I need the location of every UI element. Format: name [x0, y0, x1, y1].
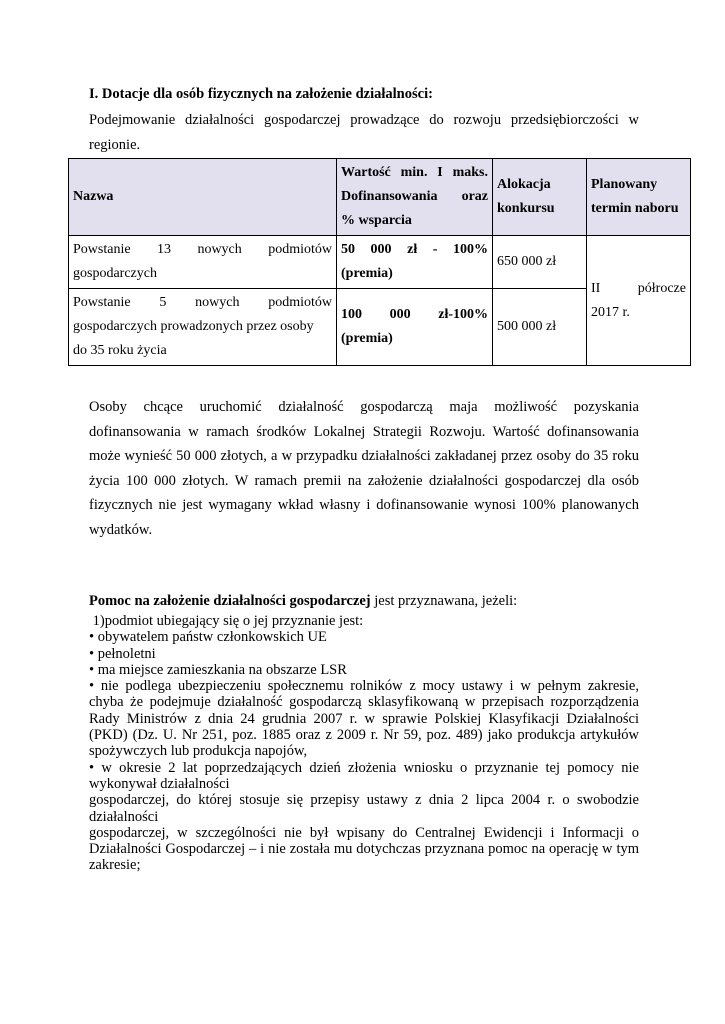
- condition-line: (PKD) (Dz. U. Nr 251, poz. 1885 oraz z 2009 r. Nr 59, poz. 489) jako produkcja artykułów: [89, 727, 639, 744]
- paragraph-line: wydatków.: [89, 521, 153, 538]
- row-value-line: (premia): [341, 331, 393, 346]
- condition-line: gospodarczej, w szczególności nie był wpisany do Centralnej Ewidencji i Informacji o: [89, 824, 639, 841]
- row-value-line: 100 000 zł-100%: [341, 307, 488, 322]
- paragraph-line: może wynieść 50 000 złotych, a w przypadku działalności zakładanej przez osoby do 35 roku: [89, 448, 639, 464]
- condition-line: zakresie;: [89, 857, 141, 874]
- row-name: [69, 236, 337, 289]
- condition-line: • ma miejsce zamieszkania na obszarze LSR: [89, 661, 347, 678]
- row-name-line: Powstanie 13 nowych podmiotów: [73, 242, 332, 257]
- condition-line: Działalności Gospodarczej – i nie została mu dotychczas przyznana pomoc na operację w tym: [89, 841, 639, 858]
- condition-line: działalności: [89, 808, 159, 825]
- row-value-line: (premia): [341, 266, 393, 281]
- table-header-row: [69, 159, 691, 236]
- header-term: Planowany termin naboru: [587, 159, 691, 236]
- condition-line: gospodarczej, do której stosuje się przepisy ustawy z dnia 2 lipca 2004 r. o swobodzie: [89, 792, 639, 809]
- conditions-title-rest: jest przyznawana, jeżeli:: [370, 593, 518, 609]
- conditions-title: [89, 593, 517, 610]
- condition-line: Rady Ministrów z dnia 24 grudnia 2007 r. w sprawie Polskiej Klasyfikacji Działalności: [89, 710, 639, 727]
- header-value-line: % wsparcia: [341, 213, 412, 228]
- grants-table: [68, 158, 691, 366]
- row-value-line: 50 000 zł - 100%: [341, 242, 488, 257]
- conditions-title-bold: Pomoc na założenie działalności gospodarczej: [89, 593, 371, 609]
- row-name-line: gospodarczych prowadzonych przez osoby: [73, 319, 314, 334]
- term-cell: [587, 236, 691, 366]
- condition-line: wykonywał działalności: [89, 775, 230, 792]
- row-name-line: do 35 roku życia: [73, 343, 167, 358]
- intro-line: Podejmowanie działalności gospodarczej prowadzące do rozwoju przedsiębiorczości w: [89, 112, 639, 128]
- row-value: [337, 289, 493, 366]
- condition-line: • nie podlega ubezpieczeniu społecznemu rolników z mocy ustawy i w pełnym zakresie,: [89, 678, 639, 695]
- section-intro: [89, 108, 639, 158]
- paragraph-line: dofinansowania w ramach środków Lokalnej Strategii Rozwoju. Wartość dofinansowania: [89, 423, 639, 440]
- header-value: [337, 159, 493, 236]
- header-allocation: Alokacja konkursu: [493, 159, 587, 236]
- row-value: [337, 236, 493, 289]
- condition-line: 1)podmiot ubiegający się o jej przyznanie jest:: [89, 613, 364, 629]
- condition-line: chyba że podejmuje działalność gospodarczą sklasyfikowaną w przepisach rozporządzenia: [89, 694, 639, 711]
- condition-line: • obywatelem państw członkowskich UE: [89, 629, 327, 646]
- row-name-line: Powstanie 5 nowych podmiotów: [73, 295, 332, 310]
- header-name: Nazwa: [69, 159, 337, 236]
- row-name-line: gospodarczych: [73, 266, 157, 281]
- intro-line: regionie.: [89, 137, 141, 153]
- paragraph-line: Osoby chcące uruchomić działalność gospodarczą maja możliwość pozyskania: [89, 399, 639, 415]
- row-allocation: 650 000 zł: [493, 236, 587, 289]
- condition-line: • pełnoletni: [89, 645, 156, 662]
- condition-line: • w okresie 2 lat poprzedzających dzień złożenia wniosku o przyznanie tej pomocy nie: [89, 759, 639, 776]
- term-line: 2017 r.: [591, 304, 630, 320]
- funding-paragraph: [89, 395, 639, 542]
- header-value-line: Dofinansowania oraz: [341, 189, 488, 204]
- header-value-line: Wartość min. I maks.: [341, 165, 488, 180]
- condition-line: spożywczych lub produkcja napojów,: [89, 743, 308, 760]
- row-name: [69, 289, 337, 366]
- term-line: II półrocze: [591, 280, 686, 296]
- table-row: [69, 236, 691, 289]
- paragraph-line: fizycznych nie jest wymagany wkład własny i dofinansowanie wynosi 100% planowanych: [89, 497, 639, 513]
- section-heading: I. Dotacje dla osób fizycznych na założenie działalności:: [89, 86, 433, 102]
- paragraph-line: życia 100 000 złotych. W ramach premii na założenie działalności gospodarczej dla osób: [89, 472, 639, 489]
- row-allocation: 500 000 zł: [493, 289, 587, 366]
- conditions-list: [89, 613, 639, 874]
